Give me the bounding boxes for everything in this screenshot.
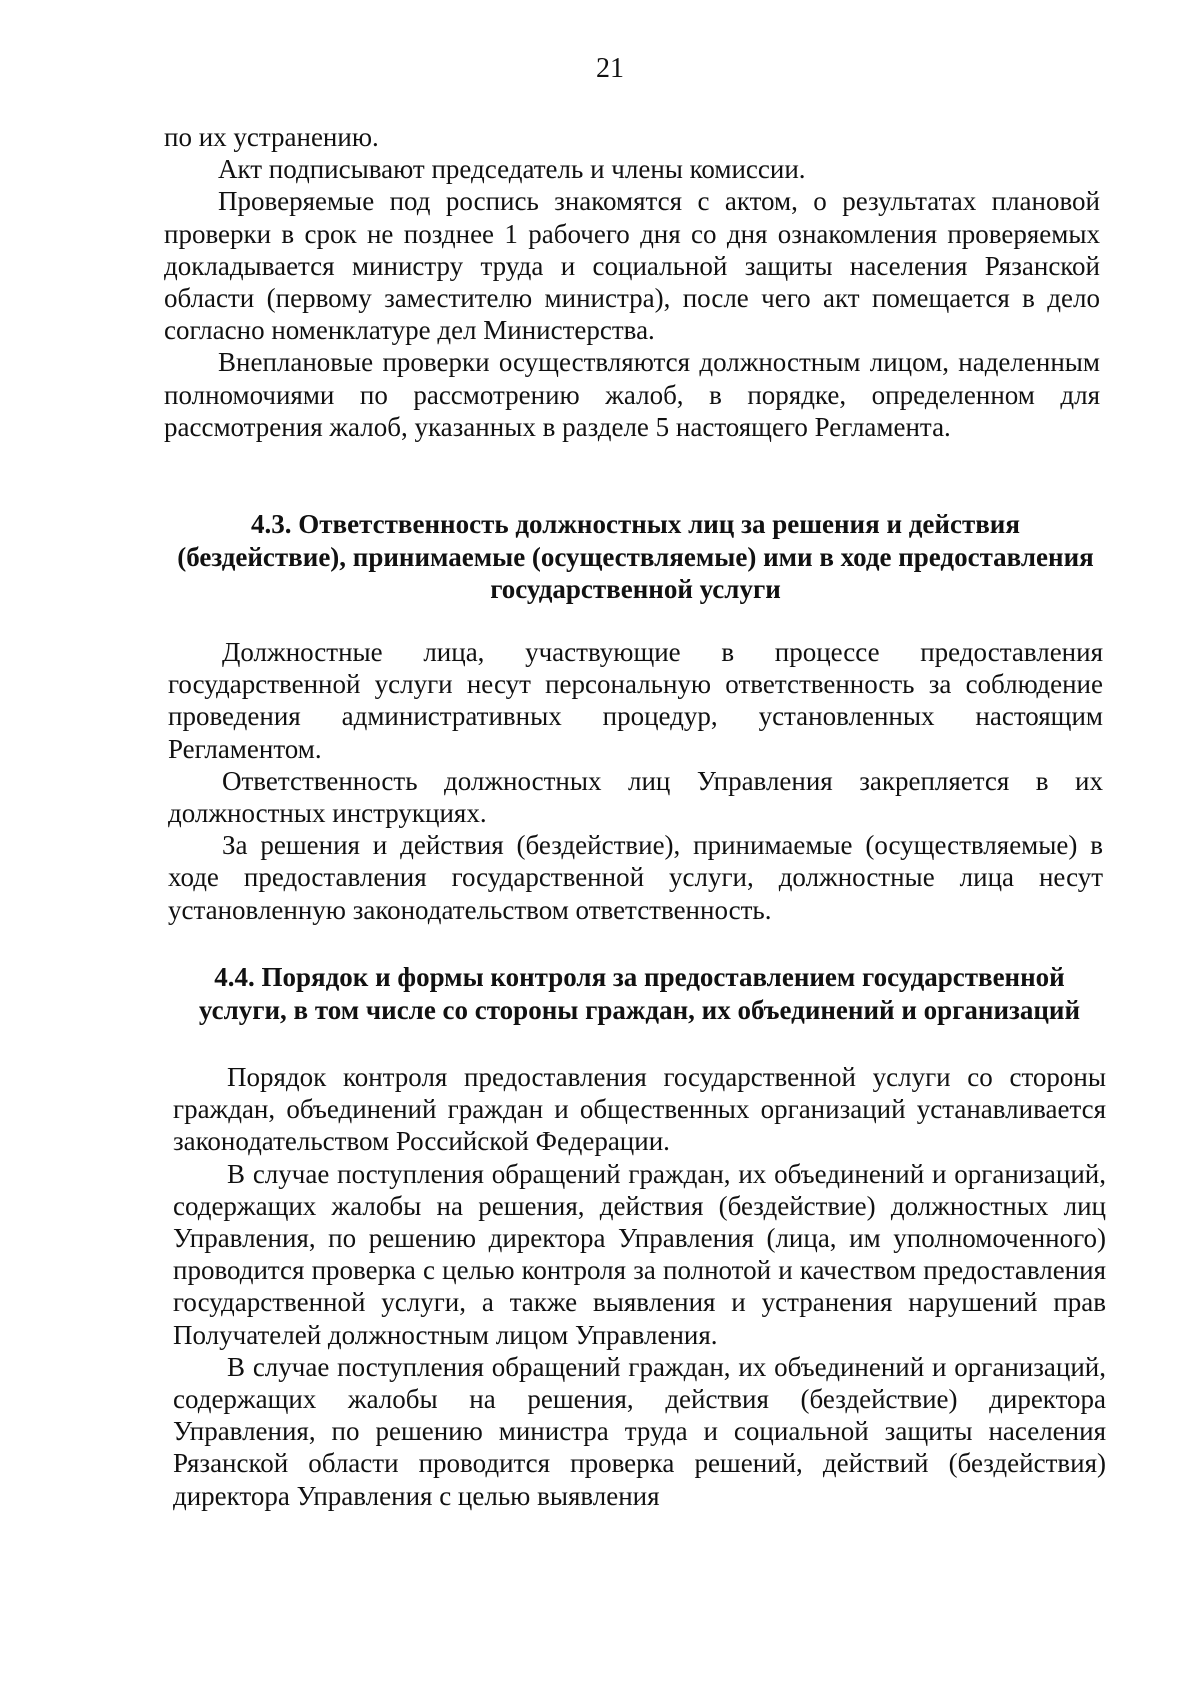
- paragraph: по их устранению.: [164, 122, 379, 152]
- paragraph: Проверяемые под роспись знакомятся с актом, о результатах плановой проверки в срок не позднее 1 рабочего дня со дня ознакомления проверяемых докладывается министру труда и социальной защиты населения Рязанской области (первому заместителю министра), после чего акт помещается в дело согласно номенклатуре дел Министерства.: [164, 186, 1100, 346]
- heading-line: (бездействие), принимаемые (осуществляемые) ими в ходе предоставления: [177, 541, 1094, 572]
- section-4-4-heading: [173, 961, 1106, 1026]
- paragraph: В случае поступления обращений граждан, их объединений и организаций, содержащих жалобы на решения, действия (бездействие) должностных лиц Управления, по решению директора Управления (лица, им уполномоченного) проводится проверка с целью контроля за полнотой и качеством предоставления государственной услуги, а также выявления и устранения нарушений прав Получателей должностным лицом Управления.: [173, 1158, 1106, 1350]
- heading-line: 4.3. Ответственность должностных лиц за решения и действия: [251, 509, 1020, 539]
- section-4-3-heading: [168, 508, 1103, 606]
- heading-line: государственной услуги: [490, 574, 781, 604]
- page-number: 21: [596, 53, 624, 84]
- paragraph: Должностные лица, участвующие в процессе предоставления государственной услуги несут персональную ответственность за соблюдение проведения административных процедур, установленных настоящим Регламентом.: [168, 637, 1103, 764]
- paragraph: Акт подписывают председатель и члены комиссии.: [218, 154, 806, 185]
- paragraph: В случае поступления обращений граждан, их объединений и организаций, содержащих жалобы на решения, действия (бездействие) директора Управления, по решению министра труда и социальной защиты населения Рязанской области проводится проверка решений, действий (бездействия) директора Управления с целью выявления: [173, 1351, 1106, 1511]
- paragraph: Порядок контроля предоставления государственной услуги со стороны граждан, объединений граждан и общественных организаций устанавливается законодательством Российской Федерации.: [173, 1062, 1106, 1157]
- section-4-3-body: [168, 636, 1103, 926]
- intro-text-block: [164, 121, 1100, 443]
- section-4-4-body: [173, 1061, 1106, 1512]
- heading-line: 4.4. Порядок и формы контроля за предоставлением государственной: [214, 962, 1065, 992]
- paragraph: Внеплановые проверки осуществляются должностным лицом, наделенным полномочиями по рассмотрению жалоб, в порядке, определенном для рассмотрения жалоб, указанных в разделе 5 настоящего Регламента.: [164, 347, 1100, 442]
- paragraph: Ответственность должностных лиц Управления закрепляется в их должностных инструкциях.: [168, 765, 1103, 829]
- paragraph: За решения и действия (бездействие), принимаемые (осуществляемые) в ходе предоставления государственной услуги, должностные лица несут установленную законодательством ответственность.: [168, 830, 1103, 925]
- heading-line: услуги, в том числе со стороны граждан, их объединений и организаций: [198, 994, 1081, 1025]
